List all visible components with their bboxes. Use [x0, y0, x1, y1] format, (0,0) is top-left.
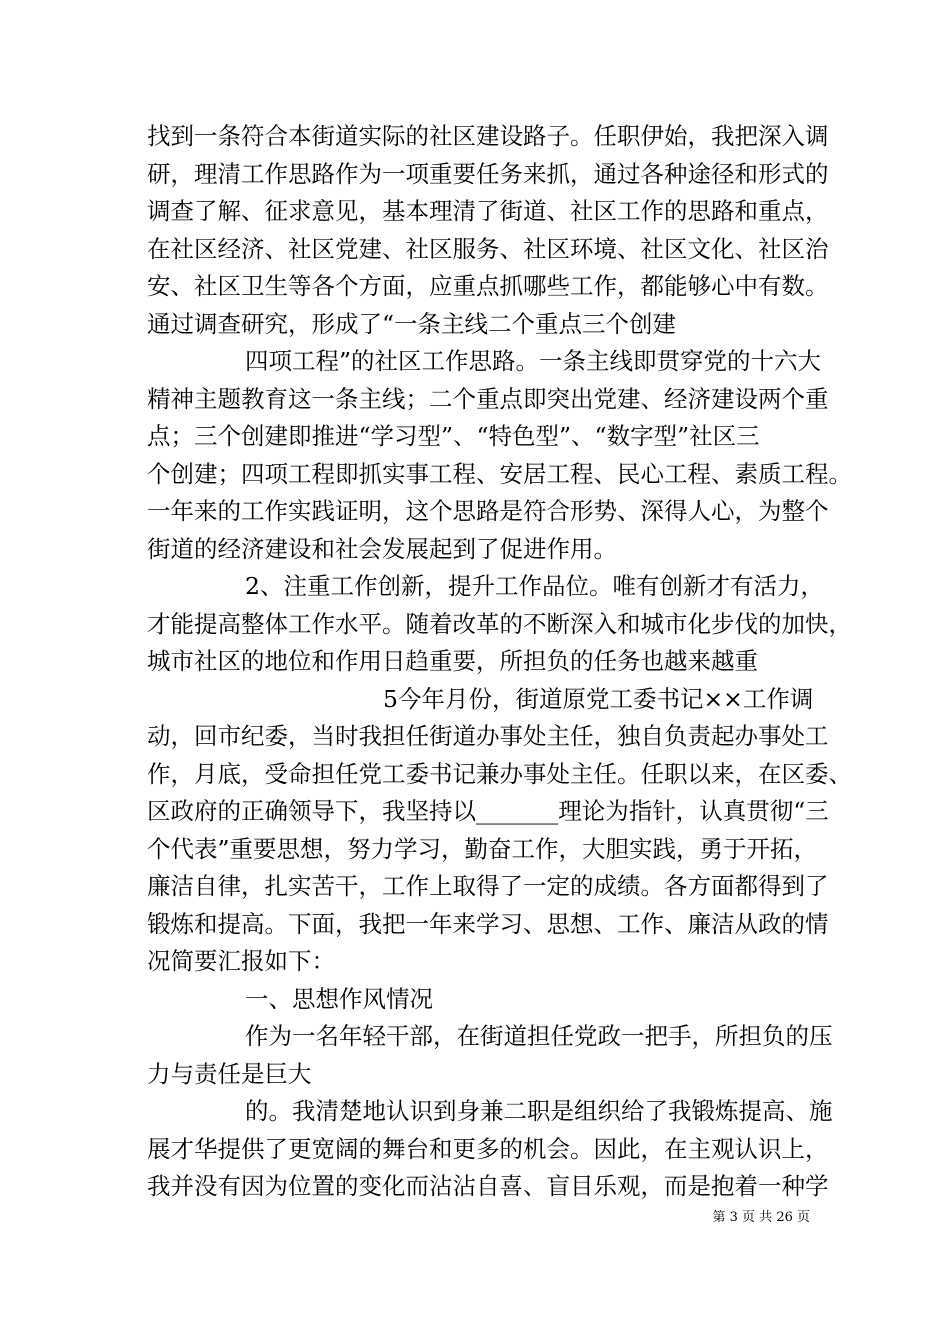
text-line: 2、注重工作创新，提升工作品位。唯有创新才有活力，	[245, 572, 824, 600]
text-line: 安、社区卫生等各个方面，应重点抓哪些工作，都能够心中有数。	[147, 272, 829, 300]
text-line: 个创建；四项工程即抓实事工程、安居工程、民心工程、素质工程。	[147, 459, 852, 488]
page-number-footer: 第 3 页 共 26 页	[712, 1210, 810, 1225]
text-line: 况简要汇报如下：	[147, 947, 335, 975]
text-line: 展才华提供了更宽阔的舞台和更多的机会。因此，在主观认识上，	[147, 1134, 829, 1163]
text-line: 区政府的正确领导下，我坚持以_______理论为指针，认真贯彻“三	[147, 797, 829, 825]
text-line: 街道的经济建设和社会发展起到了促进作用。	[147, 534, 617, 563]
text-line: 动，回市纪委，当时我担任街道办事处主任，独自负责起办事处工	[147, 722, 829, 750]
body-text	[147, 118, 852, 1206]
text-line: 力与责任是巨大	[147, 1059, 312, 1088]
text-line: 廉洁自律，扎实苦干，工作上取得了一定的成绩。各方面都得到了	[147, 872, 829, 900]
text-line: 我并没有因为位置的变化而沾沾自喜、盲目乐观，而是抱着一种学	[147, 1172, 829, 1200]
text-line: 才能提高整体工作水平。随着改革的不断深入和城市化步伐的加快，	[147, 609, 852, 638]
text-line: 城市社区的地位和作用日趋重要，所担负的任务也越来越重	[147, 647, 758, 675]
text-line: 精神主题教育这一条主线；二个重点即突出党建、经济建设两个重	[147, 384, 829, 413]
text-line: 锻炼和提高。下面，我把一年来学习、思想、工作、廉洁从政的情	[147, 909, 829, 938]
text-line: 在社区经济、社区党建、社区服务、社区环境、社区文化、社区治	[147, 234, 829, 263]
text-line: 个代表”重要思想，努力学习，勤奋工作，大胆实践，勇于开拓，	[147, 834, 818, 863]
text-line: 四项工程”的社区工作思路。一条主线即贯穿党的十六大	[245, 347, 822, 375]
text-line: 作为一名年轻干部，在街道担任党政一把手，所担负的压	[245, 1022, 833, 1050]
text-line: 一年来的工作实践证明，这个思路是符合形势、深得人心，为整个	[147, 497, 829, 525]
text-line: 作，月底，受命担任党工委书记兼办事处主任。任职以来，在区委、	[147, 759, 852, 788]
text-line: 调查了解、征求意见，基本理清了街道、社区工作的思路和重点，	[147, 197, 829, 225]
text-line: 的。我清楚地认识到身兼二职是组织给了我锻炼提高、施	[245, 1097, 833, 1125]
text-line: 点；三个创建即推进“学习型”、“特色型”、“数字型”社区三	[147, 422, 760, 450]
text-line: 研，理清工作思路作为一项重要任务来抓，通过各种途径和形式的	[147, 159, 829, 188]
text-line: 找到一条符合本街道实际的社区建设路子。任职伊始，我把深入调	[147, 122, 829, 150]
text-line: 5今年月份，街道原党工委书记××工作调	[383, 684, 814, 713]
text-line: 通过调查研究，形成了“一条主线二个重点三个创建	[147, 309, 677, 338]
text-line: 一、思想作风情况	[245, 984, 433, 1013]
